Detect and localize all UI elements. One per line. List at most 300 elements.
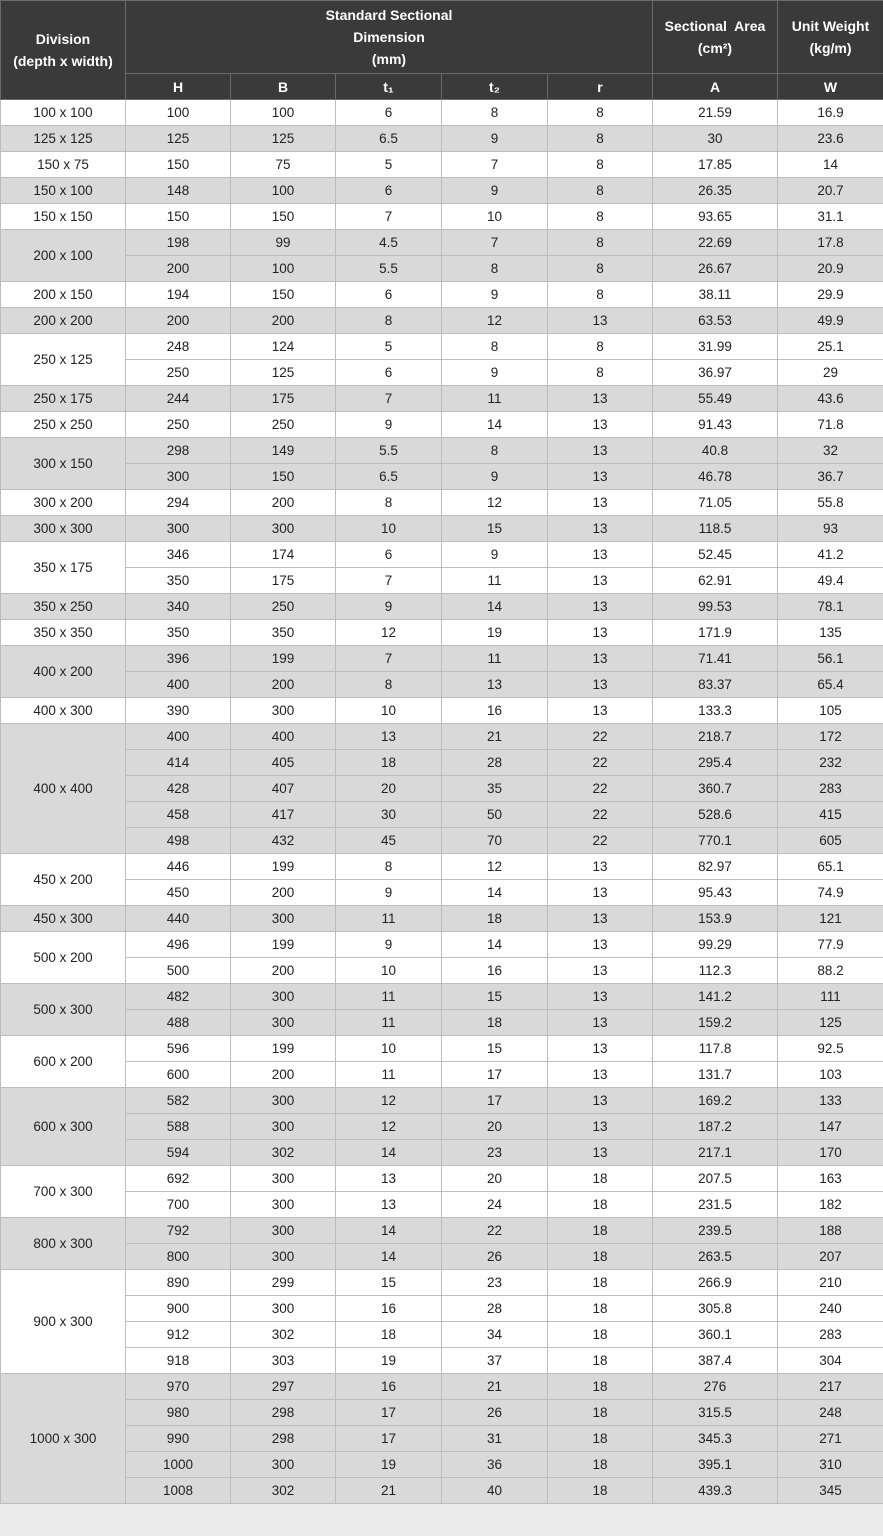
table-row bbox=[1, 204, 883, 230]
table-row bbox=[1, 646, 883, 672]
cell-r: 13 bbox=[548, 412, 653, 438]
cell-t1: 10 bbox=[336, 698, 442, 724]
cell-a: 133.3 bbox=[653, 698, 778, 724]
table-row bbox=[1, 1400, 883, 1426]
division-cell: 350 x 250 bbox=[1, 594, 126, 620]
cell-t1: 11 bbox=[336, 906, 442, 932]
division-cell: 100 x 100 bbox=[1, 100, 126, 126]
cell-w: 23.6 bbox=[778, 126, 883, 152]
cell-t1: 7 bbox=[336, 568, 442, 594]
cell-t1: 6.5 bbox=[336, 126, 442, 152]
cell-t2: 8 bbox=[442, 100, 548, 126]
col-header-t2: t₂ bbox=[442, 74, 548, 100]
cell-t2: 7 bbox=[442, 152, 548, 178]
cell-b: 125 bbox=[231, 360, 336, 386]
cell-t1: 13 bbox=[336, 724, 442, 750]
cell-t2: 9 bbox=[442, 126, 548, 152]
cell-h: 600 bbox=[126, 1062, 231, 1088]
cell-h: 450 bbox=[126, 880, 231, 906]
cell-t2: 20 bbox=[442, 1114, 548, 1140]
cell-a: 62.91 bbox=[653, 568, 778, 594]
cell-t2: 34 bbox=[442, 1322, 548, 1348]
cell-h: 340 bbox=[126, 594, 231, 620]
cell-h: 890 bbox=[126, 1270, 231, 1296]
table-row bbox=[1, 698, 883, 724]
cell-t2: 12 bbox=[442, 490, 548, 516]
cell-b: 302 bbox=[231, 1322, 336, 1348]
table-row bbox=[1, 802, 883, 828]
cell-r: 8 bbox=[548, 334, 653, 360]
cell-r: 22 bbox=[548, 802, 653, 828]
cell-t2: 14 bbox=[442, 594, 548, 620]
cell-t2: 9 bbox=[442, 282, 548, 308]
cell-b: 174 bbox=[231, 542, 336, 568]
cell-a: 46.78 bbox=[653, 464, 778, 490]
cell-t2: 15 bbox=[442, 516, 548, 542]
cell-a: 21.59 bbox=[653, 100, 778, 126]
cell-a: 217.1 bbox=[653, 1140, 778, 1166]
table-row bbox=[1, 1114, 883, 1140]
table-row bbox=[1, 490, 883, 516]
table-row bbox=[1, 1244, 883, 1270]
cell-t1: 8 bbox=[336, 672, 442, 698]
table-row bbox=[1, 1036, 883, 1062]
cell-w: 17.8 bbox=[778, 230, 883, 256]
cell-b: 199 bbox=[231, 646, 336, 672]
cell-w: 210 bbox=[778, 1270, 883, 1296]
cell-r: 18 bbox=[548, 1348, 653, 1374]
cell-r: 18 bbox=[548, 1400, 653, 1426]
cell-r: 18 bbox=[548, 1452, 653, 1478]
cell-a: 38.11 bbox=[653, 282, 778, 308]
cell-b: 300 bbox=[231, 1114, 336, 1140]
cell-t1: 6 bbox=[336, 178, 442, 204]
cell-r: 13 bbox=[548, 932, 653, 958]
cell-r: 18 bbox=[548, 1426, 653, 1452]
cell-a: 141.2 bbox=[653, 984, 778, 1010]
cell-t1: 10 bbox=[336, 516, 442, 542]
cell-w: 125 bbox=[778, 1010, 883, 1036]
cell-h: 150 bbox=[126, 152, 231, 178]
cell-w: 49.9 bbox=[778, 308, 883, 334]
cell-b: 350 bbox=[231, 620, 336, 646]
cell-t1: 8 bbox=[336, 490, 442, 516]
cell-b: 250 bbox=[231, 594, 336, 620]
cell-a: 26.67 bbox=[653, 256, 778, 282]
cell-t2: 16 bbox=[442, 698, 548, 724]
cell-b: 300 bbox=[231, 1218, 336, 1244]
cell-r: 8 bbox=[548, 204, 653, 230]
cell-h: 148 bbox=[126, 178, 231, 204]
cell-w: 55.8 bbox=[778, 490, 883, 516]
cell-t1: 6 bbox=[336, 282, 442, 308]
cell-b: 300 bbox=[231, 1010, 336, 1036]
cell-t1: 13 bbox=[336, 1192, 442, 1218]
cell-w: 133 bbox=[778, 1088, 883, 1114]
cell-h: 346 bbox=[126, 542, 231, 568]
cell-t1: 8 bbox=[336, 308, 442, 334]
cell-t2: 18 bbox=[442, 1010, 548, 1036]
cell-h: 300 bbox=[126, 516, 231, 542]
cell-b: 300 bbox=[231, 698, 336, 724]
cell-a: 387.4 bbox=[653, 1348, 778, 1374]
table-row bbox=[1, 568, 883, 594]
cell-t2: 8 bbox=[442, 334, 548, 360]
table-row bbox=[1, 750, 883, 776]
cell-b: 150 bbox=[231, 282, 336, 308]
cell-r: 22 bbox=[548, 724, 653, 750]
cell-b: 175 bbox=[231, 386, 336, 412]
table-row bbox=[1, 1322, 883, 1348]
cell-t2: 9 bbox=[442, 360, 548, 386]
cell-b: 300 bbox=[231, 1452, 336, 1478]
table-row bbox=[1, 1348, 883, 1374]
cell-h: 440 bbox=[126, 906, 231, 932]
cell-a: 169.2 bbox=[653, 1088, 778, 1114]
division-cell: 600 x 300 bbox=[1, 1088, 126, 1166]
cell-b: 300 bbox=[231, 906, 336, 932]
cell-h: 198 bbox=[126, 230, 231, 256]
cell-t1: 8 bbox=[336, 854, 442, 880]
division-cell: 250 x 125 bbox=[1, 334, 126, 386]
cell-t1: 10 bbox=[336, 958, 442, 984]
division-cell: 125 x 125 bbox=[1, 126, 126, 152]
division-cell: 300 x 150 bbox=[1, 438, 126, 490]
table-row bbox=[1, 828, 883, 854]
cell-w: 105 bbox=[778, 698, 883, 724]
cell-b: 149 bbox=[231, 438, 336, 464]
division-cell: 350 x 175 bbox=[1, 542, 126, 594]
cell-b: 300 bbox=[231, 1088, 336, 1114]
cell-b: 300 bbox=[231, 984, 336, 1010]
table-row bbox=[1, 1426, 883, 1452]
table-row bbox=[1, 1192, 883, 1218]
cell-w: 77.9 bbox=[778, 932, 883, 958]
cell-w: 36.7 bbox=[778, 464, 883, 490]
table-row bbox=[1, 594, 883, 620]
cell-w: 310 bbox=[778, 1452, 883, 1478]
cell-w: 232 bbox=[778, 750, 883, 776]
division-cell: 400 x 400 bbox=[1, 724, 126, 854]
dimension-header: Standard Sectional Dimension (mm) bbox=[126, 1, 653, 74]
cell-b: 125 bbox=[231, 126, 336, 152]
cell-t2: 11 bbox=[442, 646, 548, 672]
division-cell: 450 x 200 bbox=[1, 854, 126, 906]
cell-b: 200 bbox=[231, 958, 336, 984]
division-cell: 1000 x 300 bbox=[1, 1374, 126, 1504]
cell-t1: 9 bbox=[336, 594, 442, 620]
cell-t1: 15 bbox=[336, 1270, 442, 1296]
cell-t1: 30 bbox=[336, 802, 442, 828]
cell-w: 93 bbox=[778, 516, 883, 542]
cell-r: 13 bbox=[548, 1140, 653, 1166]
cell-h: 200 bbox=[126, 256, 231, 282]
cell-t1: 11 bbox=[336, 984, 442, 1010]
cell-t1: 10 bbox=[336, 1036, 442, 1062]
division-cell: 200 x 150 bbox=[1, 282, 126, 308]
cell-r: 13 bbox=[548, 568, 653, 594]
cell-b: 200 bbox=[231, 1062, 336, 1088]
cell-r: 18 bbox=[548, 1218, 653, 1244]
cell-b: 300 bbox=[231, 1244, 336, 1270]
cell-r: 8 bbox=[548, 100, 653, 126]
cell-a: 207.5 bbox=[653, 1166, 778, 1192]
cell-w: 170 bbox=[778, 1140, 883, 1166]
cell-w: 111 bbox=[778, 984, 883, 1010]
cell-h: 150 bbox=[126, 204, 231, 230]
cell-a: 71.05 bbox=[653, 490, 778, 516]
cell-w: 182 bbox=[778, 1192, 883, 1218]
col-header-r: r bbox=[548, 74, 653, 100]
cell-t2: 14 bbox=[442, 412, 548, 438]
cell-t2: 16 bbox=[442, 958, 548, 984]
cell-t1: 7 bbox=[336, 646, 442, 672]
cell-r: 8 bbox=[548, 178, 653, 204]
cell-a: 345.3 bbox=[653, 1426, 778, 1452]
cell-b: 200 bbox=[231, 490, 336, 516]
table-row bbox=[1, 542, 883, 568]
cell-t2: 40 bbox=[442, 1478, 548, 1504]
cell-t2: 23 bbox=[442, 1140, 548, 1166]
cell-a: 218.7 bbox=[653, 724, 778, 750]
cell-r: 13 bbox=[548, 308, 653, 334]
table-row bbox=[1, 438, 883, 464]
cell-r: 13 bbox=[548, 1010, 653, 1036]
cell-t1: 19 bbox=[336, 1348, 442, 1374]
cell-a: 187.2 bbox=[653, 1114, 778, 1140]
cell-t2: 9 bbox=[442, 542, 548, 568]
cell-a: 93.65 bbox=[653, 204, 778, 230]
cell-b: 200 bbox=[231, 672, 336, 698]
cell-t1: 19 bbox=[336, 1452, 442, 1478]
cell-a: 266.9 bbox=[653, 1270, 778, 1296]
cell-a: 395.1 bbox=[653, 1452, 778, 1478]
cell-r: 13 bbox=[548, 594, 653, 620]
cell-t2: 21 bbox=[442, 1374, 548, 1400]
cell-h: 500 bbox=[126, 958, 231, 984]
cell-h: 300 bbox=[126, 464, 231, 490]
cell-h: 800 bbox=[126, 1244, 231, 1270]
division-cell: 800 x 300 bbox=[1, 1218, 126, 1270]
cell-a: 159.2 bbox=[653, 1010, 778, 1036]
cell-a: 439.3 bbox=[653, 1478, 778, 1504]
cell-t1: 16 bbox=[336, 1374, 442, 1400]
cell-h: 918 bbox=[126, 1348, 231, 1374]
cell-b: 124 bbox=[231, 334, 336, 360]
cell-h: 400 bbox=[126, 672, 231, 698]
cell-t2: 17 bbox=[442, 1062, 548, 1088]
cell-w: 31.1 bbox=[778, 204, 883, 230]
cell-r: 13 bbox=[548, 958, 653, 984]
cell-t2: 20 bbox=[442, 1166, 548, 1192]
cell-t1: 14 bbox=[336, 1140, 442, 1166]
cell-h: 250 bbox=[126, 360, 231, 386]
cell-w: 188 bbox=[778, 1218, 883, 1244]
cell-w: 65.4 bbox=[778, 672, 883, 698]
cell-a: 305.8 bbox=[653, 1296, 778, 1322]
cell-a: 95.43 bbox=[653, 880, 778, 906]
cell-t1: 16 bbox=[336, 1296, 442, 1322]
cell-w: 16.9 bbox=[778, 100, 883, 126]
cell-w: 43.6 bbox=[778, 386, 883, 412]
cell-r: 18 bbox=[548, 1374, 653, 1400]
table-row bbox=[1, 854, 883, 880]
cell-w: 29 bbox=[778, 360, 883, 386]
cell-w: 32 bbox=[778, 438, 883, 464]
table-row bbox=[1, 1478, 883, 1504]
cell-b: 150 bbox=[231, 204, 336, 230]
cell-t2: 7 bbox=[442, 230, 548, 256]
cell-b: 175 bbox=[231, 568, 336, 594]
cell-h: 194 bbox=[126, 282, 231, 308]
cell-t1: 11 bbox=[336, 1010, 442, 1036]
cell-r: 8 bbox=[548, 126, 653, 152]
cell-b: 400 bbox=[231, 724, 336, 750]
division-cell: 150 x 75 bbox=[1, 152, 126, 178]
cell-b: 250 bbox=[231, 412, 336, 438]
cell-t1: 7 bbox=[336, 204, 442, 230]
cell-b: 297 bbox=[231, 1374, 336, 1400]
cell-b: 200 bbox=[231, 308, 336, 334]
cell-r: 8 bbox=[548, 152, 653, 178]
cell-w: 14 bbox=[778, 152, 883, 178]
cell-w: 49.4 bbox=[778, 568, 883, 594]
cell-w: 92.5 bbox=[778, 1036, 883, 1062]
division-cell: 200 x 100 bbox=[1, 230, 126, 282]
cell-r: 13 bbox=[548, 880, 653, 906]
cell-h: 428 bbox=[126, 776, 231, 802]
cell-h: 125 bbox=[126, 126, 231, 152]
cell-w: 163 bbox=[778, 1166, 883, 1192]
cell-t2: 8 bbox=[442, 438, 548, 464]
cell-b: 298 bbox=[231, 1400, 336, 1426]
table-row bbox=[1, 1010, 883, 1036]
table-row bbox=[1, 880, 883, 906]
cell-a: 91.43 bbox=[653, 412, 778, 438]
cell-t1: 17 bbox=[336, 1400, 442, 1426]
cell-h: 900 bbox=[126, 1296, 231, 1322]
cell-r: 13 bbox=[548, 646, 653, 672]
table-row bbox=[1, 308, 883, 334]
cell-a: 112.3 bbox=[653, 958, 778, 984]
cell-t1: 18 bbox=[336, 750, 442, 776]
cell-t2: 11 bbox=[442, 386, 548, 412]
cell-w: 271 bbox=[778, 1426, 883, 1452]
division-cell: 500 x 200 bbox=[1, 932, 126, 984]
cell-r: 13 bbox=[548, 698, 653, 724]
cell-w: 41.2 bbox=[778, 542, 883, 568]
cell-r: 13 bbox=[548, 542, 653, 568]
table-row bbox=[1, 776, 883, 802]
cell-t1: 21 bbox=[336, 1478, 442, 1504]
cell-a: 17.85 bbox=[653, 152, 778, 178]
cell-h: 200 bbox=[126, 308, 231, 334]
cell-t2: 11 bbox=[442, 568, 548, 594]
cell-h: 496 bbox=[126, 932, 231, 958]
cell-w: 56.1 bbox=[778, 646, 883, 672]
cell-r: 13 bbox=[548, 1114, 653, 1140]
cell-w: 65.1 bbox=[778, 854, 883, 880]
cell-r: 13 bbox=[548, 1088, 653, 1114]
cell-t1: 5.5 bbox=[336, 438, 442, 464]
cell-t2: 35 bbox=[442, 776, 548, 802]
cell-t1: 6 bbox=[336, 100, 442, 126]
cell-a: 295.4 bbox=[653, 750, 778, 776]
division-cell: 400 x 300 bbox=[1, 698, 126, 724]
cell-t1: 13 bbox=[336, 1166, 442, 1192]
cell-r: 18 bbox=[548, 1478, 653, 1504]
cell-b: 302 bbox=[231, 1478, 336, 1504]
cell-a: 99.53 bbox=[653, 594, 778, 620]
cell-h: 458 bbox=[126, 802, 231, 828]
division-cell: 150 x 150 bbox=[1, 204, 126, 230]
cell-t1: 12 bbox=[336, 1114, 442, 1140]
cell-b: 299 bbox=[231, 1270, 336, 1296]
cell-t2: 17 bbox=[442, 1088, 548, 1114]
cell-t1: 11 bbox=[336, 1062, 442, 1088]
col-header-w: W bbox=[778, 74, 883, 100]
table-body bbox=[1, 100, 883, 1504]
cell-a: 31.99 bbox=[653, 334, 778, 360]
division-cell: 150 x 100 bbox=[1, 178, 126, 204]
cell-b: 298 bbox=[231, 1426, 336, 1452]
division-cell: 500 x 300 bbox=[1, 984, 126, 1036]
table-row bbox=[1, 906, 883, 932]
cell-r: 22 bbox=[548, 750, 653, 776]
cell-t1: 14 bbox=[336, 1218, 442, 1244]
cell-a: 52.45 bbox=[653, 542, 778, 568]
cell-t2: 9 bbox=[442, 178, 548, 204]
table-row bbox=[1, 932, 883, 958]
cell-t2: 13 bbox=[442, 672, 548, 698]
cell-t1: 20 bbox=[336, 776, 442, 802]
cell-h: 498 bbox=[126, 828, 231, 854]
cell-t2: 70 bbox=[442, 828, 548, 854]
cell-t1: 12 bbox=[336, 1088, 442, 1114]
cell-r: 13 bbox=[548, 386, 653, 412]
cell-h: 594 bbox=[126, 1140, 231, 1166]
division-cell: 400 x 200 bbox=[1, 646, 126, 698]
cell-a: 171.9 bbox=[653, 620, 778, 646]
cell-a: 83.37 bbox=[653, 672, 778, 698]
cell-t2: 24 bbox=[442, 1192, 548, 1218]
cell-h: 400 bbox=[126, 724, 231, 750]
cell-t2: 23 bbox=[442, 1270, 548, 1296]
cell-t1: 5 bbox=[336, 334, 442, 360]
cell-h: 596 bbox=[126, 1036, 231, 1062]
cell-w: 147 bbox=[778, 1114, 883, 1140]
cell-r: 13 bbox=[548, 906, 653, 932]
cell-t2: 15 bbox=[442, 984, 548, 1010]
cell-a: 26.35 bbox=[653, 178, 778, 204]
division-header: Division (depth x width) bbox=[1, 1, 126, 100]
cell-h: 980 bbox=[126, 1400, 231, 1426]
cell-r: 8 bbox=[548, 230, 653, 256]
cell-t1: 14 bbox=[336, 1244, 442, 1270]
cell-t2: 19 bbox=[442, 620, 548, 646]
cell-h: 248 bbox=[126, 334, 231, 360]
cell-h: 446 bbox=[126, 854, 231, 880]
cell-a: 153.9 bbox=[653, 906, 778, 932]
cell-a: 22.69 bbox=[653, 230, 778, 256]
cell-a: 360.1 bbox=[653, 1322, 778, 1348]
cell-t1: 17 bbox=[336, 1426, 442, 1452]
division-cell: 900 x 300 bbox=[1, 1270, 126, 1374]
cell-t1: 12 bbox=[336, 620, 442, 646]
cell-b: 302 bbox=[231, 1140, 336, 1166]
cell-a: 71.41 bbox=[653, 646, 778, 672]
cell-t2: 12 bbox=[442, 854, 548, 880]
